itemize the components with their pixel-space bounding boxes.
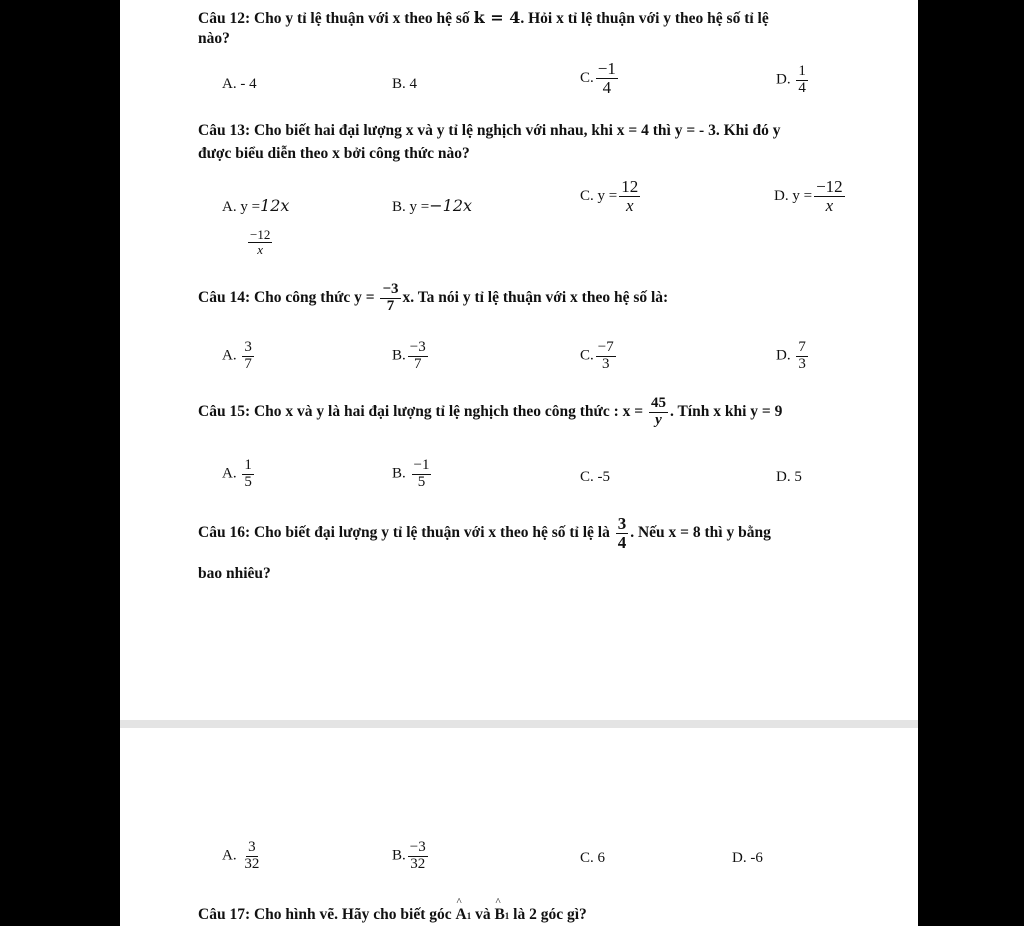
q15-line1: Câu 15: Cho x và y là hai đại lượng tỉ lệ nghịch theo công thức : x = $\frac{45}{y}$ . Tính x khi y = 9 [198, 395, 783, 428]
q13-stray-fraction: $\frac{-12}{x}$ [250, 227, 271, 257]
angle-b1: ^ B1 [494, 906, 509, 924]
document-page-2 [120, 728, 918, 926]
q13-line1: Câu 13: Cho biết hai đại lượng x và y tỉ lệ nghịch với nhau, khi x = 4 thì y = - 3. Khi đó y [198, 122, 781, 139]
angle-a1: ^ A1 [456, 906, 472, 924]
q16-option-d: D. -6 [732, 850, 763, 866]
q16-line1: Câu 16: Cho biết đại lượng y tỉ lệ thuận với x theo hệ số tỉ lệ là $\frac{3}{4}$ . Nếu x = 8 thì y bằng [198, 514, 771, 552]
q12-c-fraction: $\frac{-1}{4}$ [597, 59, 616, 97]
q14-line1: Câu 14: Cho công thức y = $\frac{-3}{7}$ x. Ta nói y tỉ lệ thuận với x theo hệ số là: [198, 281, 669, 314]
q12-formula: k = 4 [473, 8, 521, 27]
q13-d-fraction: $\frac{-12}{x}$ [816, 177, 843, 215]
q16-option-c: C. 6 [580, 850, 606, 866]
q17-line1: Câu 17: Cho hình vẽ. Hãy cho biết góc ^ A1 và ^ B1 là 2 góc gì? [198, 906, 587, 924]
q15-option-b: B. $\frac{-1}{5}$ [392, 457, 430, 490]
q12-option-c: C. $\frac{-1}{4}$ [580, 59, 616, 97]
q12-option-b: B. 4 [392, 76, 418, 92]
q16-fraction: $\frac{3}{4}$ [617, 514, 627, 552]
q13-option-c: C. y = $\frac{12}{x}$ [580, 177, 639, 215]
q16-line2: bao nhiêu? [198, 565, 271, 582]
q13-option-b: B. y =−12x [392, 196, 473, 215]
q14-option-c: C. $\frac{-7}{3}$ [580, 339, 614, 372]
q14-option-d: D. $\frac{7}{3}$ [776, 339, 806, 372]
q12-option-d: D. $\frac{1}{4}$ [776, 63, 806, 96]
q13-option-a: A. y =12x [222, 196, 290, 215]
q13-c-fraction: $\frac{12}{x}$ [621, 177, 639, 215]
q16-option-b: B. $\frac{-3}{32}$ [392, 839, 426, 872]
q15-fraction: $\frac{45}{y}$ [650, 395, 666, 428]
q12-line1: Câu 12: Cho y tỉ lệ thuận với x theo hệ số k = 4. Hỏi x tỉ lệ thuận với y theo hệ số tỉ lệ [198, 8, 769, 27]
q16-option-a: A. $\frac{3}{32}$ [222, 839, 260, 872]
q15-option-c: C. -5 [580, 469, 611, 485]
q12-line2: nào? [198, 30, 230, 47]
q14-fraction: $\frac{-3}{7}$ [382, 281, 399, 314]
page-gap [120, 720, 918, 728]
q13-option-d: D. y = $\frac{-12}{x}$ [774, 177, 843, 215]
q13-line2: được biểu diễn theo x bởi công thức nào? [198, 145, 470, 162]
q15-option-a: A. $\frac{1}{5}$ [222, 457, 252, 490]
q12-option-a: A. - 4 [222, 76, 257, 92]
q12-d-fraction: $\frac{1}{4}$ [798, 63, 806, 96]
q15-option-d: D. 5 [776, 469, 802, 485]
q14-option-a: A. $\frac{3}{7}$ [222, 339, 252, 372]
q14-option-b: B. $\frac{-3}{7}$ [392, 339, 426, 372]
